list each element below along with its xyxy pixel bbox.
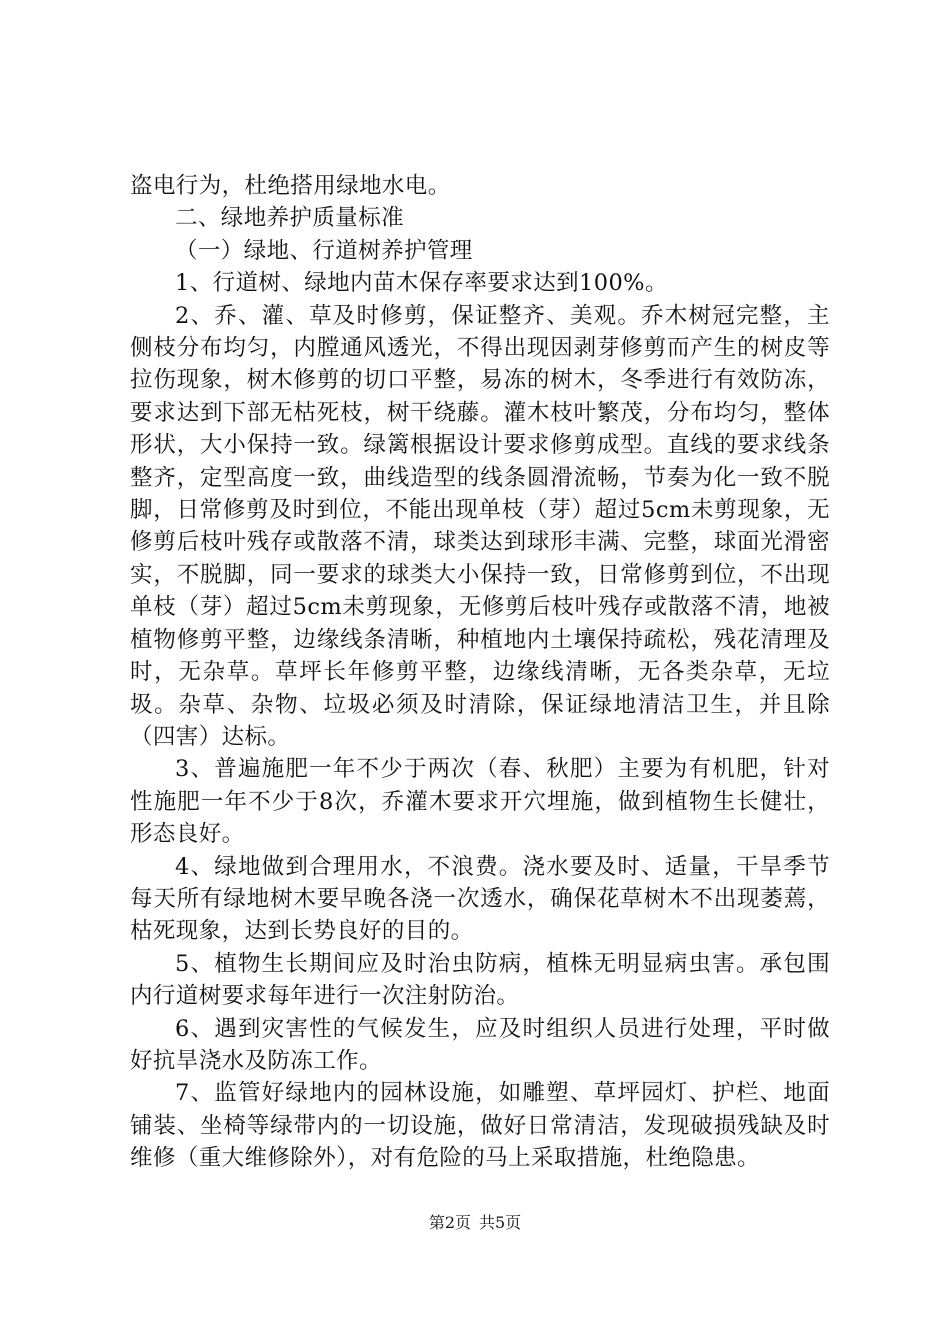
page-footer [0,1213,950,1233]
document-body [130,170,830,1175]
paragraph-item-6: 6、遇到灾害性的气候发生，应及时组织人员进行处理，平时做好抗旱浇水及防冻工作。 [130,1015,830,1074]
section-heading: 二、绿地养护质量标准 [175,205,405,232]
page-number: 第2页 [428,1213,471,1232]
page-total: 共5页 [479,1213,522,1232]
paragraph-item-5: 5、植物生长期间应及时治虫防病，植株无明显病虫害。承包围内行道树要求每年进行一次注射防治。 [130,950,830,1010]
subsection-heading: （一）绿地、行道树养护管理 [175,237,473,264]
paragraph-item-2: 2、乔、灌、草及时修剪，保证整齐、美观。乔木树冠完整，主侧枝分布均匀，内膛通风透光，不得出现因剥芽修剪而产生的树皮等拉伤现象，树木修剪的切口平整，易冻的树木，冬季进行有效防冻，要求达到下部无枯死枝，树干绕藤。灌木枝叶繁茂，分布均匀，整体形状，大小保持一致。绿篱根据设计要求修剪成型。直线的要求线条整齐，定型高度一致，曲线造型的线条圆滑流畅，节奏为化一致不脱脚，日常修剪及时到位，不能出现单枝（芽）超过5cm未剪现象，无修剪后枝叶残存或散落不清，球类达到球形丰满、完整，球面光滑密实，不脱脚，同一要求的球类大小保持一致，日常修剪到位，不出现单枝（芽）超过5cm未剪现象，无修剪后枝叶残存或散落不清，地被植物修剪平整，边缘线条清晰，种植地内土壤保持疏松，残花清理及时，无杂草。草坪长年修剪平整，边缘线清晰，无各类杂草，无垃圾。杂草、杂物、垃圾必须及时清除，保证绿地清洁卫生，并且除（四害）达标。 [130,302,830,750]
paragraph-item-3: 3、普遍施肥一年不少于两次（春、秋肥）主要为有机肥，针对性施肥一年不少于8次，乔灌木要求开穴埋施，做到植物生长健壮，形态良好。 [130,756,830,848]
paragraph-item-1: 1、行道树、绿地内苗木保存率要求达到100%。 [175,270,668,297]
paragraph-item-4: 4、绿地做到合理用水，不浪费。浇水要及时、适量，干旱季节每天所有绿地树木要早晚各浇一次透水，确保花草树木不出现萎蔫，枯死现象，达到长势良好的目的。 [130,853,830,945]
paragraph-item-7: 7、监管好绿地内的园林设施，如雕塑、草坪园灯、护栏、地面铺装、坐椅等绿带内的一切设施，做好日常清洁，发现破损残缺及时维修（重大维修除外），对有危险的马上采取措施，杜绝隐患。 [130,1080,830,1172]
paragraph-continuation: 盗电行为，杜绝搭用绿地水电。 [130,173,451,199]
